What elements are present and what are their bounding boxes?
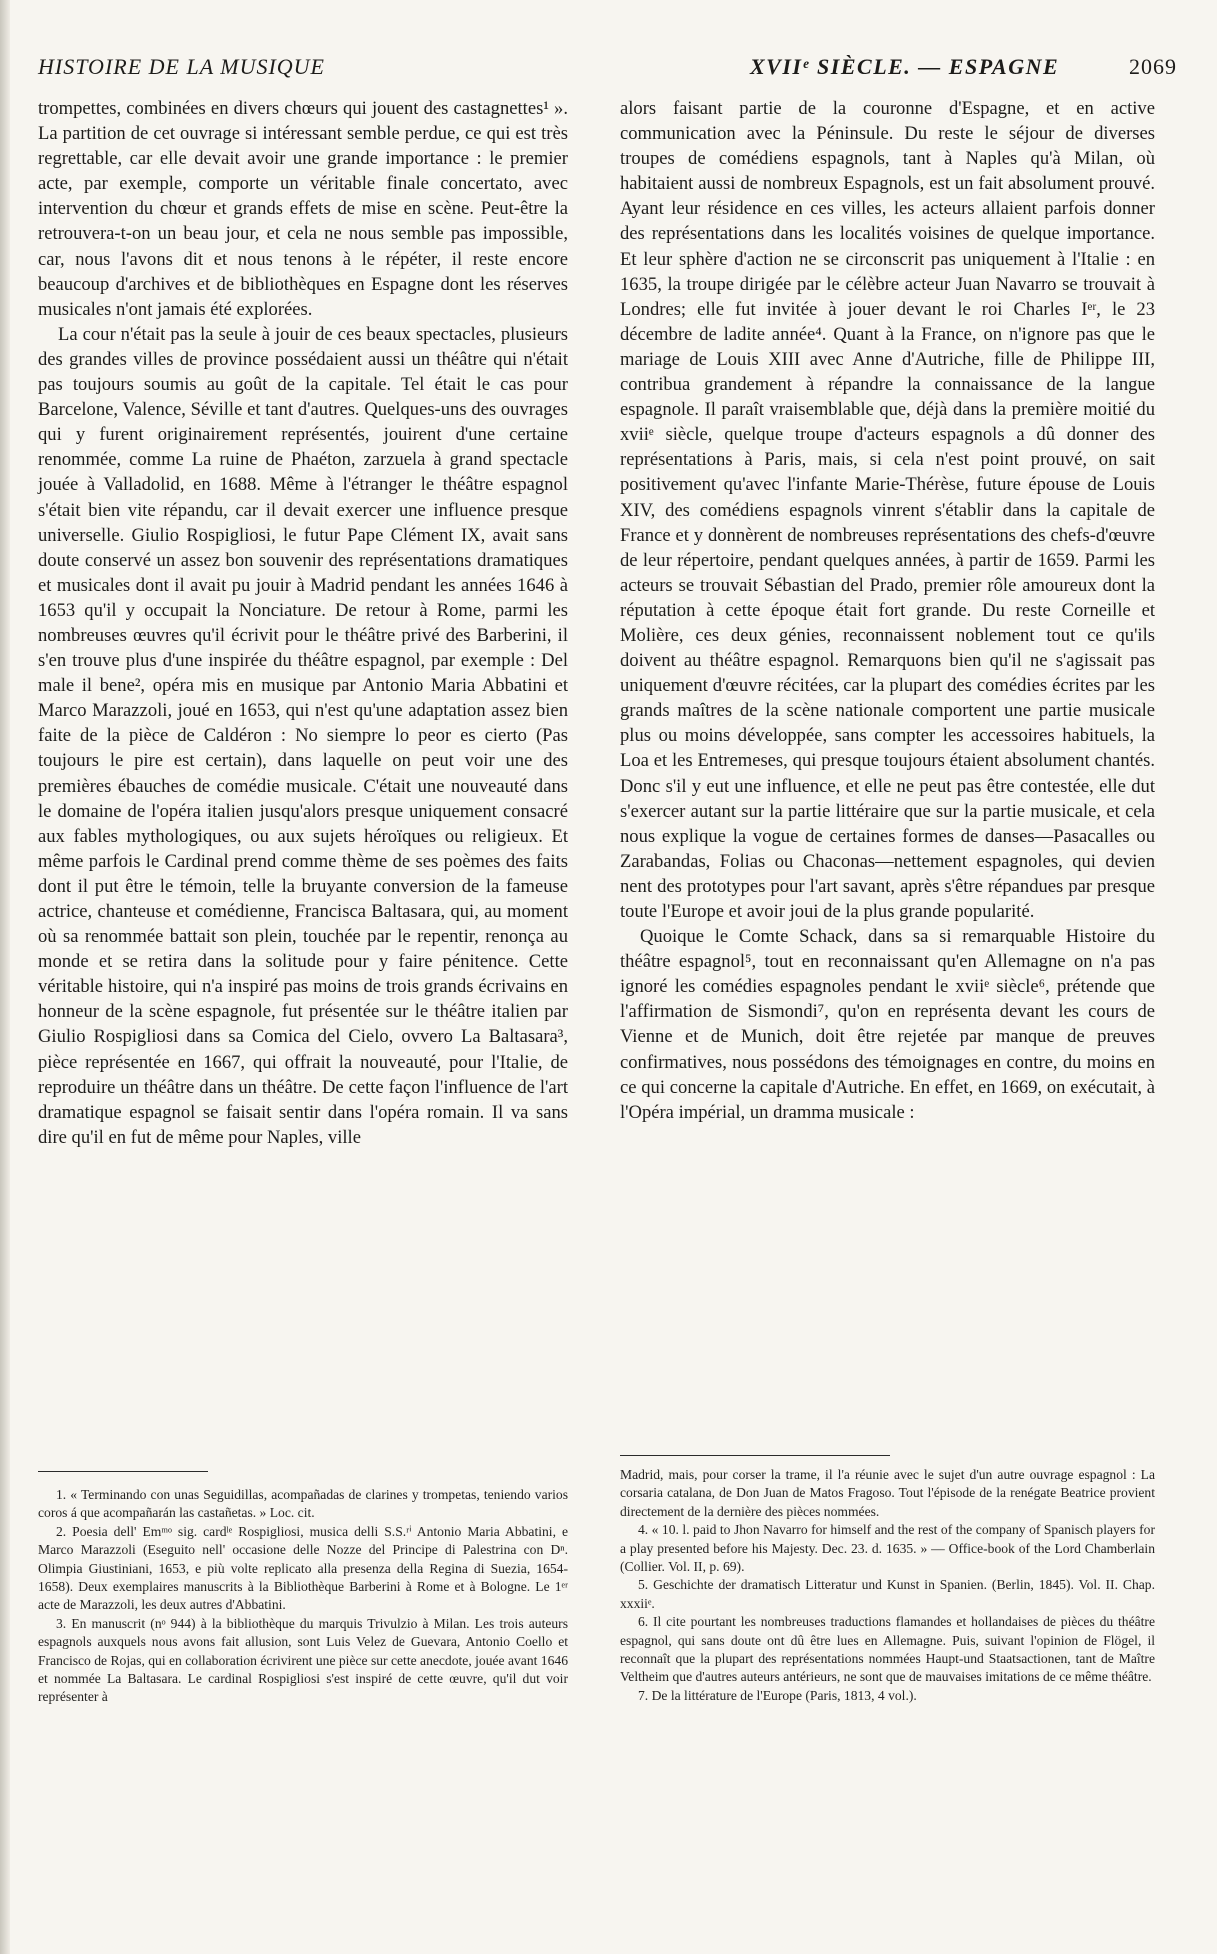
footnote: 3. En manuscrit (nᵒ 944) à la bibliothèque du marquis Trivulzio à Milan. Les trois auteurs espagnols auxquels nous avons fait allusion, sont Luis Velez de Guevara, Antonio Coello et Francisco de Rojas, qui en collaboration écrivirent une pièce sur cette anecdote, jouée avant 1646 et nommée La Baltasara. Le cardinal Rospigliosi s'est inspiré de cette œuvre, qu'il dut voir représenter à — [38, 1615, 568, 1705]
footnote: 5. Geschichte der dramatisch Litteratur und Kunst in Spanien. (Berlin, 1845). Vol. II. Chap. xxxiiᵉ. — [620, 1577, 1155, 1611]
paragraph: alors faisant partie de la couronne d'Espagne, et en active communication avec la Péninsule. Du reste le séjour de diverses troupes de comédiens espagnols, tant à Naples qu'à Milan, où habitaient aussi de nombreux Espagnols, est un fait absolument prouvé. Ayant leur résidence en ces villes, les acteurs allaient parfois donner des représentations dans les localités voisines de quelque importance. Et leur sphère d'action ne se circonscrit pas uniquement à l'Italie : en 1635, la troupe dirigée par le célèbre acteur Juan Navarro se trouvait à Londres; elle fut invitée à jouer devant le roi Charles Iᵉʳ, le 23 décembre de ladite année⁴. Quant à la France, on n'ignore pas que le mariage de Louis XIII avec Anne d'Autriche, fille de Philippe III, contribua grandement à répandre la connaissance de la langue espagnole. Il paraît vraisemblable que, déjà dans la première moitié du xviiᵉ siècle, quelque troupe d'acteurs espagnols a dû donner des représentations à Paris, mais, si cela n'est point prouvé, on sait positivement qu'avec l'infante Marie-Thérèse, future épouse de Louis XIV, des comédiens espagnols vinrent s'établir dans la capitale de France et y donnèrent de nombreuses représentations des chefs-d'œuvre de leur répertoire, pendant quelques années, à partir de 1659. Parmi les acteurs se trouvait Sébastian del Prado, premier rôle amoureux dont la réputation à cette époque était fort grande. Du reste Corneille et Molière, ces deux génies, reconnaissent noblement tout ce qu'ils doivent au théâtre espagnol. Remarquons bien qu'il ne s'agissait pas uniquement d'œuvre récitées, car la plupart des comédies écrites par les grands maîtres de la scène nationale comportent une partie musicale plus ou moins développée, sans compter les accessoires habituels, la Loa et les Entremeses, qui presque toujours étaient absolument chantés. Donc s'il y eut une influence, et elle ne peut pas être contestée, elle dut s'exercer autant sur la partie littéraire que sur la partie musicale, et cela nous explique la vogue de certaines formes de danses—Pasacalles ou Zarabandas, Folias ou Chaconas—nettement espagnoles, qui devien nent des prototypes pour l'art savant, après s'être répandues par presque toute l'Europe et avoir joui de la plus grande popularité. — [620, 98, 1155, 922]
paragraph: La cour n'était pas la seule à jouir de ces beaux spectacles, plusieurs des grandes villes de province possédaient aussi un théâtre qui n'était pas toujours soumis au goût de la capitale. Tel était le cas pour Barcelone, Valence, Séville et tant d'autres. Quelques-uns des ouvrages qui y furent originairement représentés, jouirent d'une certaine renommée, comme La ruine de Phaéton, zarzuela à grand spectacle jouée à Valladolid, en 1688. Même à l'étranger le théâtre espagnol s'était bien vite répandu, car il devait exercer une influence presque universelle. Giulio Rospigliosi, le futur Pape Clément IX, avait sans doute conservé un assez bon souvenir des représentations dramatiques et musicales dont il avait pu jouir à Madrid pendant les années 1646 à 1653 qu'il y occupait la Nonciature. De retour à Rome, parmi les nombreuses œuvres qu'il écrivit pour le théâtre privé des Barberini, il s'en trouve plus d'une inspirée du théâtre espagnol, par exemple : Del male il bene², opéra mis en musique par Antonio Maria Abbatini et Marco Marazzoli, joué en 1653, qui n'est qu'une adaptation assez bien faite de la pièce de Caldéron : No siempre lo peor es cierto (Pas toujours le pire est certain), dans laquelle on peut voir une des premières ébauches de comédie musicale. C'était une nouveauté dans le domaine de l'opéra italien jusqu'alors presque uniquement consacré aux fables mythologiques, ou aux sujets héroïques ou religieux. Et même parfois le Cardinal prend comme thème de ses poèmes des faits dont il put être le témoin, telle la bruyante conversion de la fameuse actrice, chanteuse et comédienne, Francisca Baltasara, qui, au moment où sa renommée battait son plein, touchée par le repentir, renonça au monde et se retira dans la solitude pour y faire pénitence. Cette véritable histoire, qui n'a inspiré pas moins de trois grands écrivains en honneur de la scène espagnole, fut présentée sur le théâtre italien par Giulio Rospigliosi dans sa Comica del Cielo, ovvero La Baltasara³, pièce représentée en 1667, qui offrait la nouveauté, pour l'Italie, de reproduire un théâtre dans un théâtre. De cette façon l'influence de l'art dramatique espagnol se faisait sentir dans l'opéra romain. Il va sans dire qu'il en fut de même pour Naples, ville — [38, 323, 568, 1148]
footnote: 6. Il cite pourtant les nombreuses traductions flamandes et hollandaises de pièces du théâtre espagnol, qui sans doute ont dû être lues en Allemagne. Puis, suivant l'opinion de Flögel, il reconnaît que la plupart des représentations nommées Haupt-und Staatsactionen, tant de Maître Veltheim que d'autres auteurs antérieurs, ne sont que de mauvaises imitations de ce même théâtre. — [620, 1614, 1155, 1685]
footnotes-left — [38, 1486, 568, 1707]
running-title: HISTOIRE DE LA MUSIQUE — [38, 54, 325, 79]
footnote: 1. « Terminando con unas Seguidillas, acompañadas de clarines y trompetas, teniendo varios coros á que acompañarán las castañetas. » Loc. cit. — [38, 1487, 568, 1521]
page-number: 2069 — [1129, 54, 1177, 79]
page-binding-edge — [0, 0, 10, 1954]
footnote: 7. De la littérature de l'Europe (Paris, 1813, 4 vol.). — [638, 1687, 917, 1703]
footnote: 4. « 10. l. paid to Jhon Navarro for himself and the rest of the company of Spanisch players for a play presented before his Majesty. Dec. 23. d. 1635. » — Office-book of the Lord Chamberlain (Collier. Vol. II, p. 69). — [620, 1522, 1155, 1575]
running-header — [38, 54, 1177, 84]
left-text-column — [38, 96, 568, 1150]
paragraph: trompettes, combinées en divers chœurs qui jouent des castagnettes¹ ». La partition de cet ouvrage si intéressant semble perdue, ce qui est très regrettable, car elle devait avoir une grande importance : le premier acte, par exemple, comporte un véritable finale concertato, avec intervention du chœur et grands effets de mise en scène. Peut-être la retrouvera-t-on un beau jour, et cela ne nous semble pas impossible, car, nous l'avons dit et nous tenons à le répéter, il reste encore beaucoup d'archives et de bibliothèques en Espagne dont les réserves musicales n'ont jamais été explorées. — [38, 98, 568, 320]
footnotes-right — [620, 1466, 1155, 1705]
paragraph: Quoique le Comte Schack, dans sa si remarquable Histoire du théâtre espagnol⁵, tout en reconnaissant qu'en Allemagne on n'a pas ignoré les comédies espagnoles pendant le xviiᵉ siècle⁶, prétende que l'affirmation de Sismondi⁷, qu'on en représenta devant les cours de Vienne et de Munich, doit être rejetée par manque de preuves confirmatives, nous possédons des témoignages en contre, du moins en ce qui concerne la capitale d'Autriche. En effet, en 1669, on exécutait, à l'Opéra impérial, un dramma musicale : — [620, 926, 1155, 1123]
section-title: XVIIᵉ SIÈCLE. — ESPAGNE — [750, 54, 1060, 79]
right-text-column — [620, 96, 1155, 1125]
footnote-separator — [620, 1455, 890, 1456]
footnote-continuation: Madrid, mais, pour corser la trame, il l'a réunie avec le sujet d'un autre ouvrage espagnol : La corsaria catalana, de Don Juan de Matos Fragoso. Tout l'épisode de la renégate Beatrice provient directement de la dernière des pièces nommées. — [620, 1467, 1155, 1519]
footnote: 2. Poesia dell' Emᵐᵒ sig. cardˡᵉ Rospigliosi, musica delli S.S.ʳⁱ Antonio Maria Abbatini, e Marco Marazzoli (Eseguito nell' occasione delle Nozze del Principe di Palestrina con Dⁿ. Olimpia Giustiniani, 1653, e più volte replicato alla presenza della Regina di Suezia, 1654-1658). Deux exemplaires manuscrits à la Bibliothèque Barberini à Rome et à Bologne. Le 1ᵉʳ acte de Marazzoli, les deux autres d'Abbatini. — [38, 1523, 568, 1613]
footnote-separator — [38, 1471, 208, 1472]
